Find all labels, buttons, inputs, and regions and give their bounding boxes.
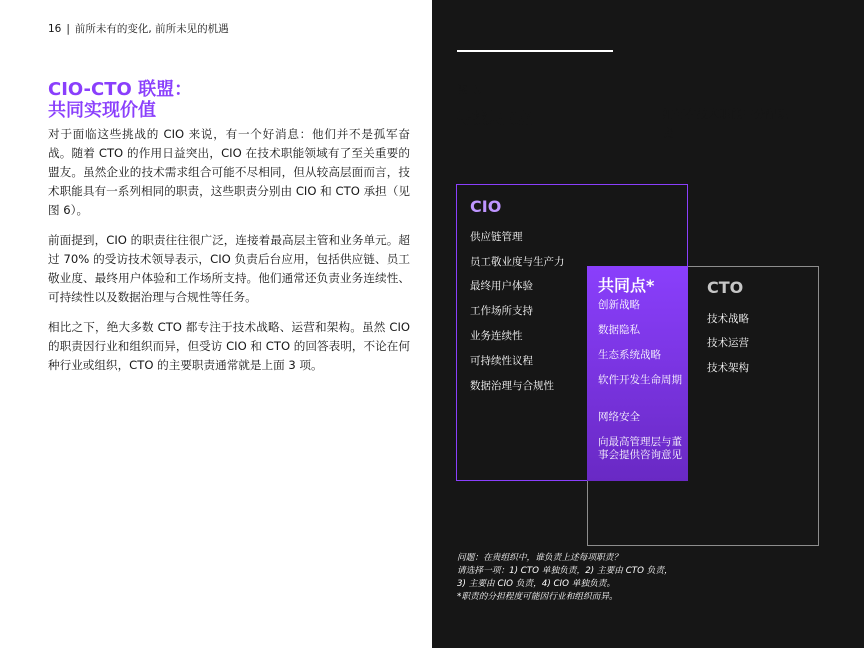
page-number: 16	[48, 23, 62, 35]
cto-item: 技术战略	[707, 313, 749, 325]
note-line: 3) 主要由 CIO 负责，4) CIO 单独负责。	[457, 579, 616, 589]
body-text	[48, 125, 410, 386]
paragraph: 前面提到，CIO 的职责往往很广泛，连接着最高层主管和业务单元。超过 70% 的受访技术领导表示，CIO 负责后台应用，包括供应链、员工敬业度、最终用户体验和工作场所支持。他们通常还负责业务连续性、可持续性以及数据治理与合规性等任务。	[48, 233, 410, 304]
common-item: 生态系统战略	[598, 349, 661, 361]
note-line: 请选择一项：1) CTO 单独负责，2) 主要由 CTO 负责，	[457, 566, 673, 576]
note-line: *职责的分担程度可能因行业和组织而异。	[457, 592, 618, 602]
section-title	[48, 79, 418, 121]
cio-item: 最终用户体验	[470, 280, 533, 292]
running-header	[48, 21, 229, 36]
paragraph: 对于面临这些挑战的 CIO 来说，有一个好消息：他们并不是孤军奋战。随着 CTO 的作用日益突出，CIO 在技术职能领域有了至关重要的盟友。虽然企业的技术需求组合可能不尽相同，但从较高层面而言，技术职能具有一系列相同的职责，这些职责分别由 CIO 和 CTO 承担（见图 6）。	[48, 127, 410, 217]
common-item: 数据隐私	[598, 324, 640, 336]
cio-heading: CIO	[470, 197, 502, 216]
common-item: 网络安全	[598, 411, 640, 423]
cio-item: 可持续性议程	[470, 355, 533, 367]
common-item: 创新战略	[598, 299, 640, 311]
common-item: 向最高管理层与董事会提供咨询意见	[598, 436, 682, 461]
cio-item: 员工敬业度与生产力	[470, 256, 565, 268]
figure-label: 图 6	[457, 83, 482, 97]
section-title-line-2: 共同实现价值	[48, 100, 156, 121]
header-separator: |	[66, 23, 70, 35]
cio-item: 数据治理与合规性	[470, 380, 554, 392]
note-line: 问题：在贵组织中，谁负责上述每项职责？	[457, 553, 623, 563]
cto-item: 技术架构	[707, 362, 749, 374]
figure-subtitle: 如何在技术职能中分配职责	[662, 107, 789, 140]
section-title-line-1: CIO-CTO 联盟：	[48, 79, 193, 100]
cto-item: 技术运营	[707, 337, 749, 349]
running-title: 前所未有的变化, 前所未见的机遇	[74, 23, 229, 35]
common-item: 软件开发生命周期	[598, 374, 682, 386]
figure-notes	[457, 552, 717, 604]
figure-divider	[457, 50, 613, 52]
figure-title: 寻找共同点	[457, 109, 533, 127]
cio-item: 供应链管理	[470, 231, 523, 243]
cto-heading: CTO	[707, 278, 744, 297]
common-heading: 共同点*	[598, 276, 655, 295]
cio-item: 工作场所支持	[470, 305, 533, 317]
paragraph: 相比之下，绝大多数 CTO 都专注于技术战略、运营和架构。虽然 CIO 的职责因行业和组织而异，但受访 CIO 和 CTO 的回答表明，不论在何种行业或组织，CTO 的主要职责通常就是上面 3 项。	[48, 320, 410, 372]
cio-item: 业务连续性	[470, 330, 523, 342]
